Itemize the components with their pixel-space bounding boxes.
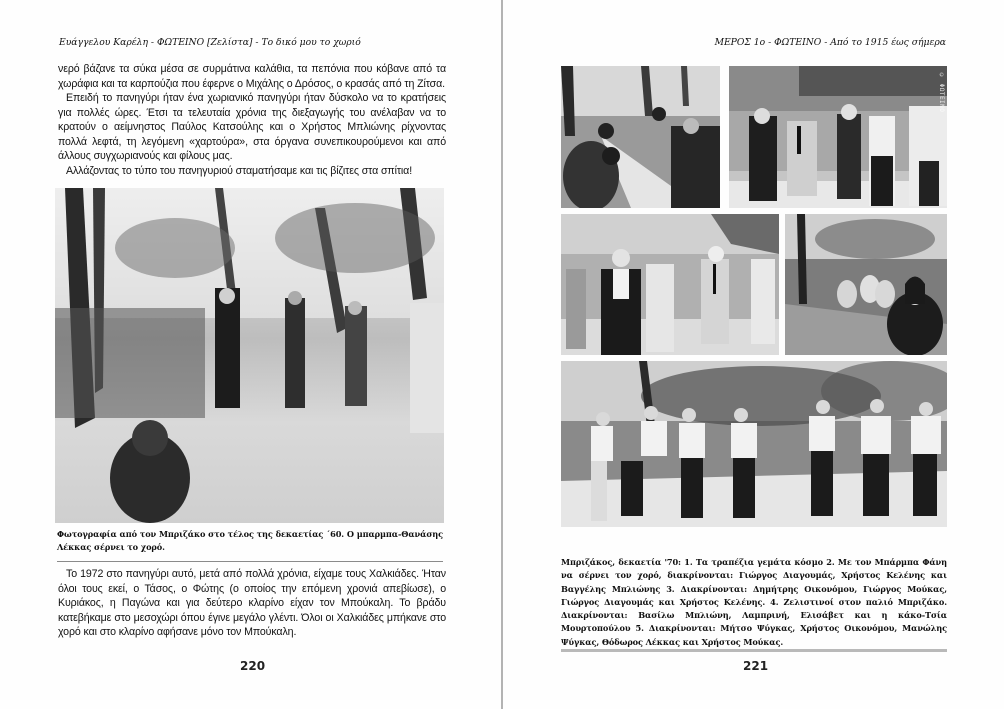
photo-2-dance: [729, 66, 947, 208]
photo-watermark: © ΦΩΤΕΙΝΟ: [938, 72, 945, 113]
right-page: [503, 0, 1004, 709]
paragraph: νερό βάζανε τα σύκα μέσα σε συρμάτινα καλάθια, τα πεπόνια που κόβανε από τα χωράφια και τα καρπούζια που έφερνε ο Μιχάλης ο Δρόσος, ο κρασάς από τη Ζίτσα.: [58, 63, 446, 90]
paragraph: Το 1972 στο πανηγύρι αυτό, μετά από πολλά χρόνια, είχαμε τους Χαλκιάδες. Ήταν όλοι τους εκεί, ο Τάσος, ο Φώτης (ο οποίος την επόμενη χρονιά απεβίωσε), ο Κυριάκος, η Παγώνα και για δεύτερο κλαρίνο είχαν τον Μπούκαλη. Το βράδυ κατεβήκαμε στο μεσοχώρι όπου έγινε μεγάλο γλέντι. Όλοι οι Χαλκιάδες μπήκανε στο χορό και στο κλαρίνο αφήσανε μόνο τον Μπούκαλη.: [58, 568, 446, 638]
page-number-right: 221: [743, 659, 769, 673]
divider-rule: [57, 561, 443, 562]
left-page: [0, 0, 501, 709]
paragraph: Επειδή το πανηγύρι ήταν ένα χωριανικό πανηγύρι ήταν δύσκολο να το κρατήσεις για πολλές ώρες. Έτσι τα τελευταία χρόνια της διεξαγωγής του ανέλαβαν να το κρατούν ο αείμνηστος Παύλος Κατσούλης και ο Χρήστος Μπλιώνης ρίχνοντας πολλά λεφτά, τη λεγόμενη «χαρτούρα», στα όργανα συνεπικουρούμενοι και από άλλους συγχωριανούς και φίλους μας.: [58, 92, 446, 162]
photo-5-dancers-row: [561, 361, 947, 527]
photo-caption-right: Μπριζάκος, δεκαετία '70: 1. Τα τραπέζια γεμάτα κόσμο 2. Με τον Μπάρμπα Φάνη να σέρνει τον χορό, διακρίνονται: Γιώργος Διαγουμάς, Χρήστος Κελένης και Βαγγέλης Μπλιώνης 3. Διακρίνονται: Δημήτρης Οικονόμου, Γιώργος Μούκας, Γιώργος Διαγουμάς και Χρήστος Κελένης. 4. Ζελιστινοί στον παλιό Μπριζάκο. Διακρίνονται: Βασίλω Μπλιώνη, Λαμπρινή, Ελισάβετ και η κάκο-Τσία Μουρτοπούλου 5. Διακρίνονται: Μήτσο Ψύγκας, Χρήστος Οικονόμου, Μανώλης Ψύγκας, Θόδωρος Λέκκας και Χρήστος Μούκας.: [561, 557, 947, 647]
divider-rule: [561, 649, 947, 652]
body-text-bottom: [58, 567, 446, 640]
photo-1-tables: [561, 66, 720, 208]
photo-3-dance: [561, 214, 779, 355]
running-head-left: Ευάγγελου Καρέλη - ΦΩΤΕΙΝΟ [Ζελίστα] - Το δικό μου το χωριό: [59, 37, 361, 48]
paragraph: Αλλάζοντας το τύπο του πανηγυριού σταματήσαμε και τις βίζιτες στα σπίτια!: [66, 164, 413, 177]
body-text-top: [58, 62, 446, 178]
photo-caption-left: Φωτογραφία από τον Μπριζάκο στο τέλος της δεκαετίας ΄60. Ο μπαρμπα-Θανάσης Λέκκας σέρνει το χορό.: [57, 529, 443, 553]
photo-dance-60s: [55, 188, 444, 523]
page-number-left: 220: [240, 659, 266, 673]
running-head-right: ΜΕΡΟΣ 1ο - ΦΩΤΕΙΝΟ - Από το 1915 έως σήμερα: [714, 37, 946, 48]
photo-4-villagers: [785, 214, 947, 355]
